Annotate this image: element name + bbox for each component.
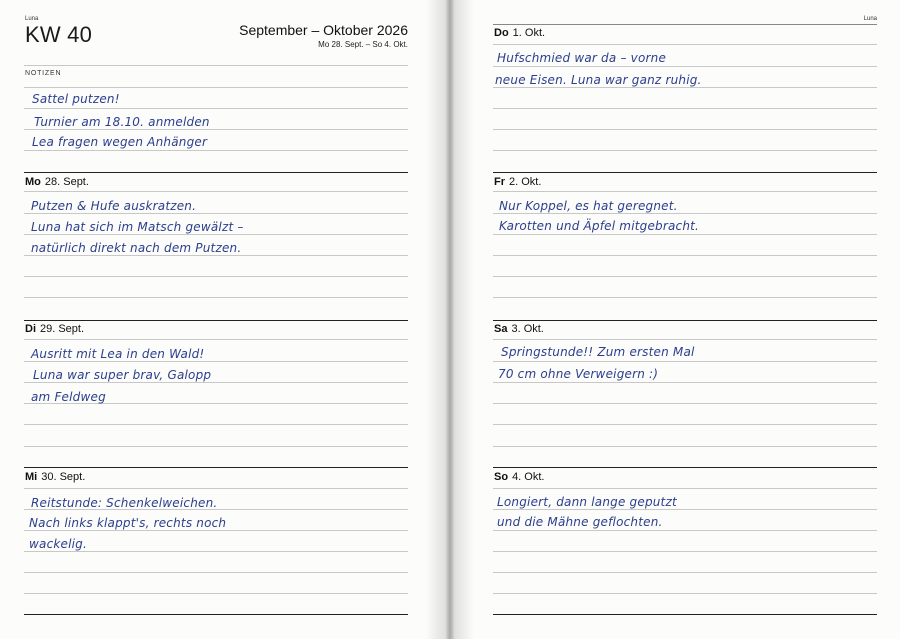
note-line[interactable]: Sattel putzen! (32, 92, 120, 106)
day-date: 28. Sept. (44, 176, 89, 188)
line-rule (493, 255, 877, 256)
line-rule (24, 234, 408, 235)
entry-line[interactable]: Ausritt mit Lea in den Wald! (31, 347, 205, 361)
day-header-rule (493, 172, 877, 173)
line-rule (24, 297, 408, 298)
line-rule (24, 424, 408, 425)
line-rule (493, 234, 877, 235)
line-rule (493, 87, 877, 88)
day-date: 29. Sept. (40, 323, 85, 335)
line-rule (493, 191, 877, 192)
entry-line[interactable]: und die Mähne geflochten. (497, 515, 663, 529)
line-rule (493, 129, 877, 130)
entry-line[interactable]: Karotten und Äpfel mitgebracht. (499, 219, 700, 233)
entry-line[interactable]: Luna hat sich im Matsch gewälzt – (31, 220, 244, 234)
note-line[interactable]: Lea fragen wegen Anhänger (32, 135, 208, 149)
entry-line[interactable]: Hufschmied war da – vorne (497, 51, 667, 65)
day-header (494, 27, 545, 39)
line-rule (493, 593, 877, 594)
line-rule (24, 191, 408, 192)
entry-line[interactable]: Nach links klappt's, rechts noch (29, 516, 227, 530)
right-page (453, 0, 900, 639)
line-rule (24, 530, 408, 531)
header-rule (24, 65, 408, 66)
weekday-label: Mo (25, 176, 41, 188)
line-rule (493, 44, 877, 45)
notes-rule (24, 129, 408, 130)
entry-line[interactable]: wackelig. (29, 537, 87, 551)
line-rule (493, 150, 877, 151)
entry-line[interactable]: 70 cm ohne Verweigern :) (498, 367, 659, 381)
day-header (494, 323, 544, 335)
entry-line[interactable]: am Feldweg (31, 390, 106, 404)
line-rule (493, 572, 877, 573)
line-rule (24, 255, 408, 256)
day-date: 30. Sept. (41, 471, 86, 483)
line-rule (24, 361, 408, 362)
day-header-rule (493, 320, 877, 321)
line-rule (24, 446, 408, 447)
entry-line[interactable]: natürlich direkt nach dem Putzen. (31, 241, 242, 255)
week-number: KW 40 (25, 22, 93, 47)
page-bottom-rule (24, 614, 408, 615)
weekday-label: Mi (25, 471, 38, 483)
entry-line[interactable]: neue Eisen. Luna war ganz ruhig. (495, 73, 702, 87)
line-rule (493, 424, 877, 425)
date-range: Mo 28. Sept. – So 4. Okt. (318, 40, 408, 49)
entry-line[interactable]: Putzen & Hufe auskratzen. (31, 199, 197, 213)
notes-label: NOTIZEN (25, 70, 62, 77)
weekday-label: Do (494, 27, 509, 39)
line-rule (24, 213, 408, 214)
line-rule (493, 509, 877, 510)
line-rule (24, 572, 408, 573)
day-date: 2. Okt. (509, 176, 542, 188)
day-date: 3. Okt. (511, 323, 544, 335)
day-header (25, 323, 84, 335)
day-header-rule (24, 320, 408, 321)
line-rule (493, 530, 877, 531)
header-rule (493, 24, 877, 25)
owner-label: Luna (25, 16, 39, 22)
line-rule (24, 488, 408, 489)
day-header (494, 176, 541, 188)
month-range: September – Oktober 2026 (239, 22, 408, 38)
line-rule (24, 339, 408, 340)
entry-line[interactable]: Longiert, dann lange geputzt (497, 495, 677, 509)
notes-rule (24, 150, 408, 151)
line-rule (493, 488, 877, 489)
line-rule (24, 382, 408, 383)
weekday-label: Di (25, 323, 36, 335)
line-rule (493, 213, 877, 214)
entry-line[interactable]: Luna war super brav, Galopp (33, 368, 212, 382)
line-rule (493, 403, 877, 404)
day-header-rule (24, 172, 408, 173)
line-rule (493, 446, 877, 447)
day-header (25, 471, 85, 483)
day-header (494, 471, 544, 483)
day-header-rule (24, 467, 408, 468)
day-date: 1. Okt. (512, 27, 546, 39)
line-rule (493, 382, 877, 383)
notes-rule (24, 108, 408, 109)
entry-line[interactable]: Nur Koppel, es hat geregnet. (499, 199, 678, 213)
line-rule (493, 551, 877, 552)
day-header (25, 176, 89, 188)
weekday-label: Sa (494, 323, 508, 335)
line-rule (493, 108, 877, 109)
day-header-rule (493, 467, 877, 468)
line-rule (493, 361, 877, 362)
line-rule (493, 66, 877, 67)
line-rule (493, 276, 877, 277)
note-line[interactable]: Turnier am 18.10. anmelden (34, 115, 210, 129)
line-rule (493, 339, 877, 340)
entry-line[interactable]: Springstunde!! Zum ersten Mal (501, 345, 695, 359)
line-rule (24, 593, 408, 594)
notes-rule (24, 87, 408, 88)
left-page (0, 0, 447, 639)
line-rule (493, 297, 877, 298)
weekday-label: So (494, 471, 509, 483)
entry-line[interactable]: Reitstunde: Schenkelweichen. (31, 496, 218, 510)
page-bottom-rule (493, 614, 877, 615)
line-rule (24, 551, 408, 552)
owner-label: Luna (863, 16, 877, 22)
day-date: 4. Okt. (512, 471, 545, 483)
line-rule (24, 276, 408, 277)
weekday-label: Fr (494, 176, 505, 188)
